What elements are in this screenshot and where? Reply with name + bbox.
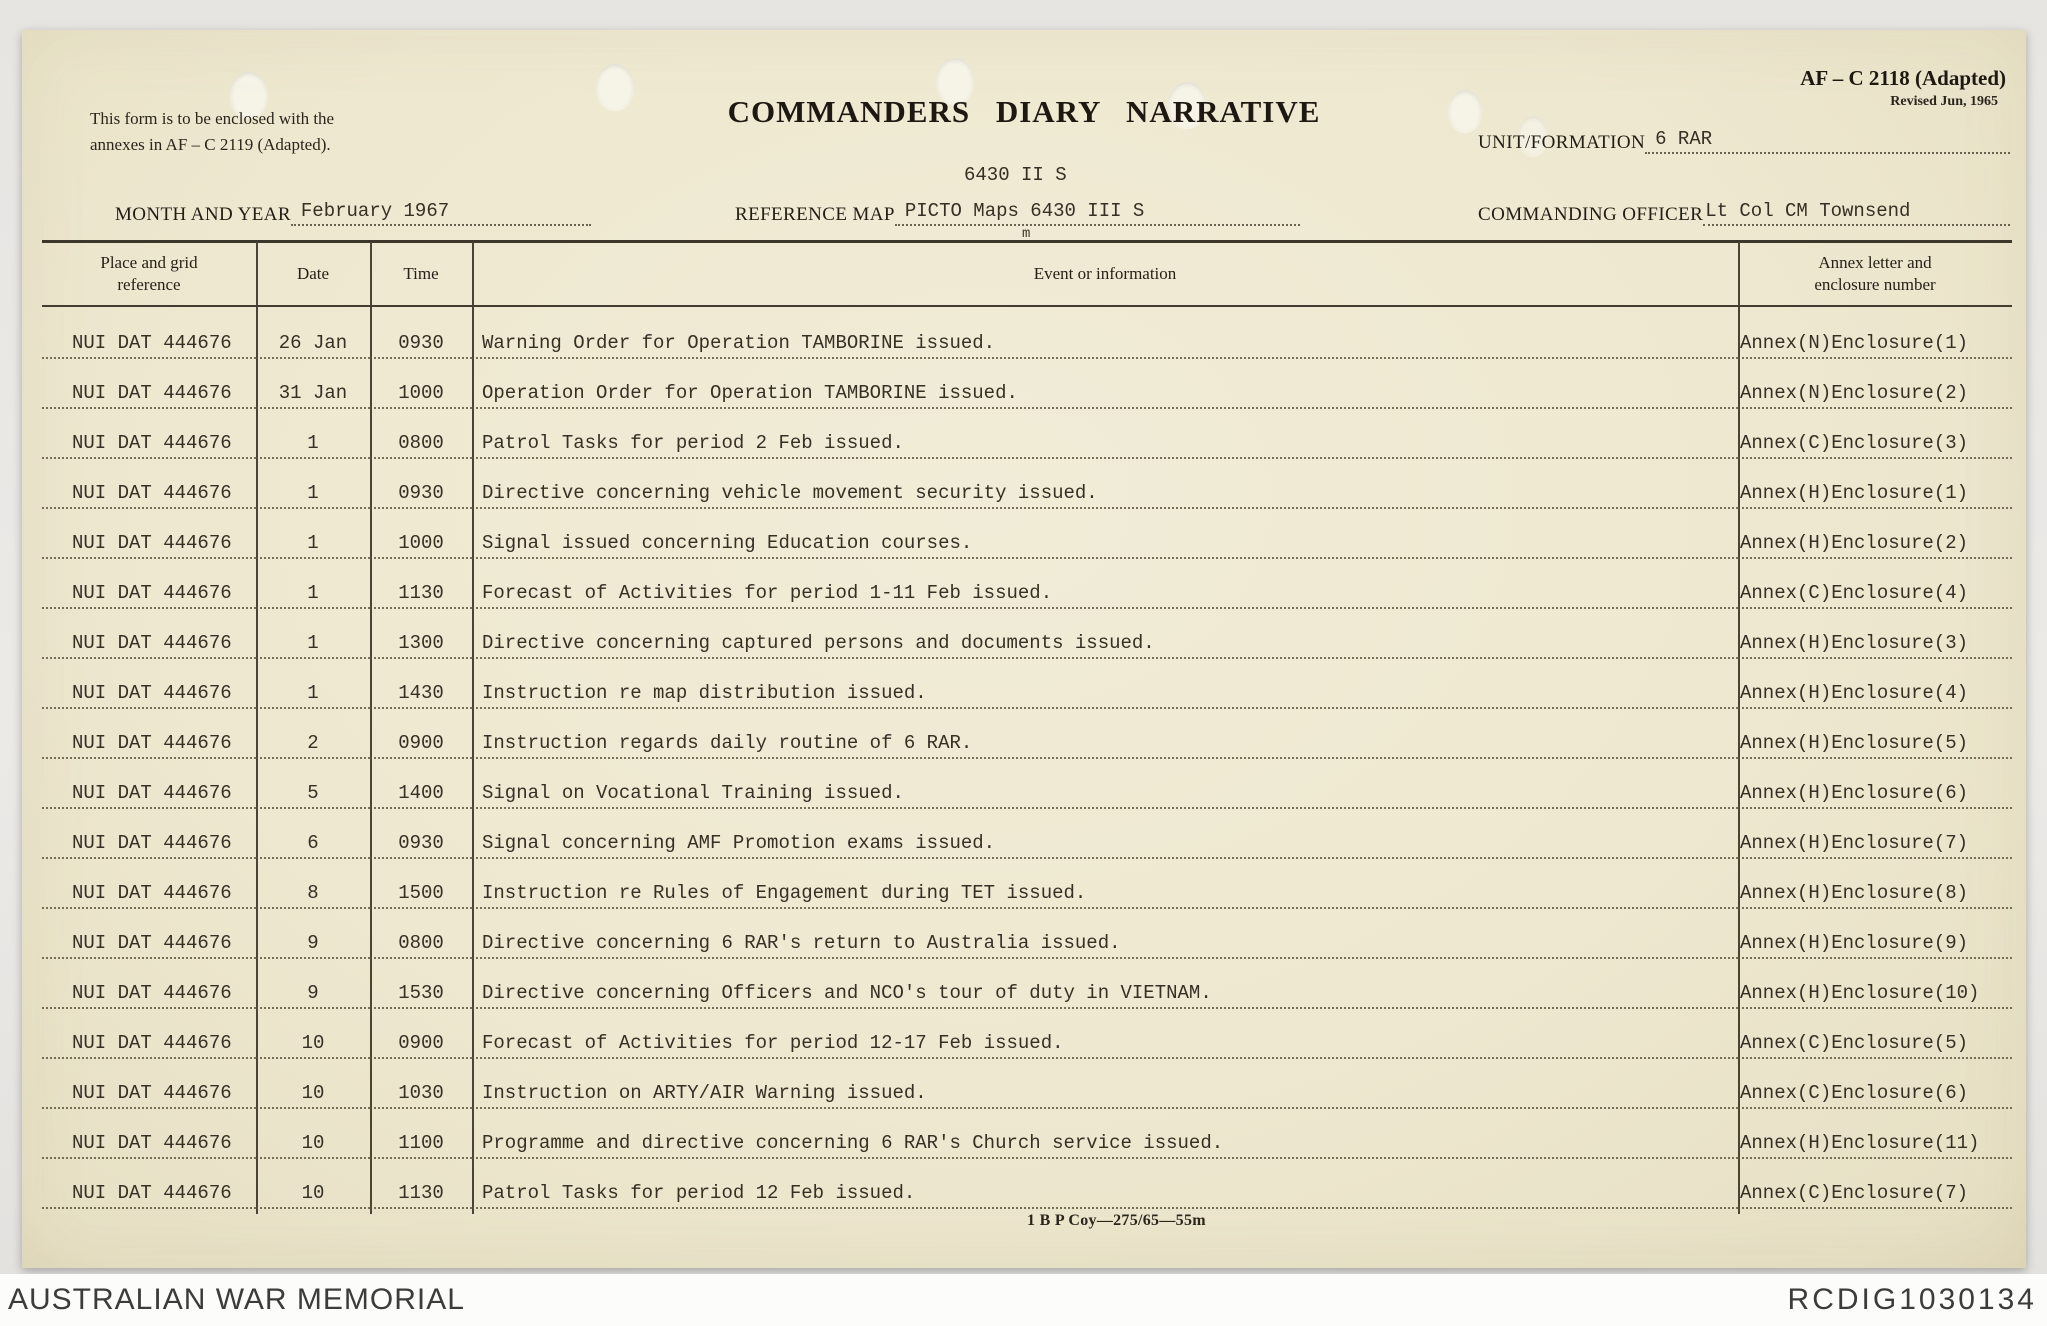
- row-date: 5: [256, 784, 370, 809]
- row-event: Programme and directive concerning 6 RAR's Church service issued.: [472, 1134, 1738, 1159]
- table-row: [42, 959, 2012, 1009]
- row-annex: Annex(C)Enclosure(5): [1738, 1034, 2012, 1059]
- table-row: [42, 1109, 2012, 1159]
- row-place: NUI DAT 444676: [42, 634, 256, 659]
- table-row: [42, 1059, 2012, 1109]
- row-time: 1000: [370, 534, 472, 559]
- row-annex: Annex(C)Enclosure(7): [1738, 1184, 2012, 1209]
- table-row: [42, 1009, 2012, 1059]
- row-time: 1400: [370, 784, 472, 809]
- row-event: Forecast of Activities for period 12-17 Feb issued.: [472, 1034, 1738, 1059]
- row-event: Instruction regards daily routine of 6 RAR.: [472, 734, 1738, 759]
- archive-reference-id: RCDIG1030134: [1787, 1283, 2037, 1316]
- row-event: Instruction re Rules of Engagement during TET issued.: [472, 884, 1738, 909]
- commanding-officer-label: COMMANDING OFFICER: [1478, 204, 1704, 225]
- header-date-label: Date: [296, 263, 330, 283]
- form-page: [22, 30, 2026, 1268]
- row-event: Operation Order for Operation TAMBORINE issued.: [472, 384, 1738, 409]
- row-annex: Annex(C)Enclosure(3): [1738, 434, 2012, 459]
- row-annex: Annex(H)Enclosure(7): [1738, 834, 2012, 859]
- row-place: NUI DAT 444676: [42, 934, 256, 959]
- row-time: 0800: [370, 934, 472, 959]
- row-time: 1100: [370, 1134, 472, 1159]
- row-event: Instruction re map distribution issued.: [472, 684, 1738, 709]
- row-annex: Annex(N)Enclosure(1): [1738, 334, 2012, 359]
- row-time: 1500: [370, 884, 472, 909]
- row-time: 1030: [370, 1084, 472, 1109]
- header-annex: [1738, 243, 2012, 305]
- row-time: 1430: [370, 684, 472, 709]
- row-time: 1300: [370, 634, 472, 659]
- header-event-label: Event or information: [1033, 263, 1177, 283]
- row-event: Directive concerning Officers and NCO's tour of duty in VIETNAM.: [472, 984, 1738, 1009]
- month-year-label: MONTH AND YEAR: [115, 204, 291, 225]
- row-event: Forecast of Activities for period 1-11 Feb issued.: [472, 584, 1738, 609]
- row-date: 6: [256, 834, 370, 859]
- unit-formation-field: [1478, 130, 2010, 154]
- row-annex: Annex(H)Enclosure(3): [1738, 634, 2012, 659]
- row-date: 9: [256, 934, 370, 959]
- form-revision: Revised Jun, 1965: [1890, 94, 1998, 109]
- header-time: [370, 243, 472, 305]
- row-annex: Annex(N)Enclosure(2): [1738, 384, 2012, 409]
- row-event: Signal issued concerning Education courses.: [472, 534, 1738, 559]
- row-date: 10: [256, 1084, 370, 1109]
- archive-name: AUSTRALIAN WAR MEMORIAL: [8, 1283, 465, 1316]
- row-annex: Annex(C)Enclosure(4): [1738, 584, 2012, 609]
- row-event: Patrol Tasks for period 2 Feb issued.: [472, 434, 1738, 459]
- header-time-label: Time: [403, 263, 439, 283]
- row-time: 0930: [370, 334, 472, 359]
- row-place: NUI DAT 444676: [42, 384, 256, 409]
- row-place: NUI DAT 444676: [42, 884, 256, 909]
- table-row: [42, 459, 2012, 509]
- row-date: 1: [256, 684, 370, 709]
- page-title: COMMANDERS DIARY NARRATIVE: [727, 94, 1321, 129]
- row-date: 8: [256, 884, 370, 909]
- row-time: 1130: [370, 1184, 472, 1209]
- header-place: [42, 243, 256, 305]
- row-time: 0900: [370, 734, 472, 759]
- table-header-row: [42, 243, 2012, 307]
- reference-map-value: PICTO Maps 6430 III S: [895, 202, 1300, 226]
- row-place: NUI DAT 444676: [42, 1134, 256, 1159]
- row-event: Patrol Tasks for period 12 Feb issued.: [472, 1184, 1738, 1209]
- row-place: NUI DAT 444676: [42, 484, 256, 509]
- table-row: [42, 609, 2012, 659]
- row-time: 1130: [370, 584, 472, 609]
- archive-bar: [0, 1274, 2047, 1326]
- reference-map-field: [735, 198, 1300, 226]
- row-annex: Annex(H)Enclosure(11): [1738, 1134, 2012, 1159]
- row-annex: Annex(H)Enclosure(8): [1738, 884, 2012, 909]
- table-row: [42, 709, 2012, 759]
- row-event: Signal on Vocational Training issued.: [472, 784, 1738, 809]
- row-date: 10: [256, 1034, 370, 1059]
- row-date: 1: [256, 534, 370, 559]
- table-row: [42, 559, 2012, 609]
- row-time: 0930: [370, 484, 472, 509]
- reference-map-line1: 6430 II S: [964, 164, 1067, 186]
- row-date: 10: [256, 1134, 370, 1159]
- row-date: 2: [256, 734, 370, 759]
- row-annex: Annex(H)Enclosure(5): [1738, 734, 2012, 759]
- header-annex-line2: enclosure number: [1814, 275, 1936, 294]
- row-place: NUI DAT 444676: [42, 834, 256, 859]
- row-time: 0900: [370, 1034, 472, 1059]
- header-event: [472, 243, 1738, 305]
- row-event: Directive concerning captured persons and documents issued.: [472, 634, 1738, 659]
- header-date: [256, 243, 370, 305]
- diary-table: [42, 240, 2012, 1226]
- table-row: [42, 809, 2012, 859]
- row-annex: Annex(H)Enclosure(2): [1738, 534, 2012, 559]
- form-number: AF – C 2118 (Adapted): [1800, 66, 2006, 90]
- commanding-officer-field: [1478, 198, 2010, 226]
- row-place: NUI DAT 444676: [42, 734, 256, 759]
- reference-map-label: REFERENCE MAP: [735, 204, 895, 225]
- table-row: [42, 659, 2012, 709]
- row-date: 1: [256, 434, 370, 459]
- row-place: NUI DAT 444676: [42, 1184, 256, 1209]
- row-event: Directive concerning vehicle movement security issued.: [472, 484, 1738, 509]
- row-place: NUI DAT 444676: [42, 434, 256, 459]
- month-year-field: [115, 198, 591, 226]
- row-event: Instruction on ARTY/AIR Warning issued.: [472, 1084, 1738, 1109]
- row-place: NUI DAT 444676: [42, 984, 256, 1009]
- row-place: NUI DAT 444676: [42, 334, 256, 359]
- commanding-officer-value: Lt Col CM Townsend: [1703, 202, 2010, 226]
- header-place-line2: reference: [117, 275, 181, 294]
- reference-map-overstrike: m: [1022, 226, 1031, 242]
- row-date: 1: [256, 634, 370, 659]
- row-annex: Annex(H)Enclosure(4): [1738, 684, 2012, 709]
- row-time: 1530: [370, 984, 472, 1009]
- row-time: 0930: [370, 834, 472, 859]
- table-row: [42, 359, 2012, 409]
- table-row: [42, 909, 2012, 959]
- row-annex: Annex(H)Enclosure(1): [1738, 484, 2012, 509]
- row-annex: Annex(C)Enclosure(6): [1738, 1084, 2012, 1109]
- row-place: NUI DAT 444676: [42, 1084, 256, 1109]
- print-code: 1 B P Coy—275/65—55m: [1027, 1212, 1206, 1229]
- row-annex: Annex(H)Enclosure(10): [1738, 984, 2012, 1009]
- row-annex: Annex(H)Enclosure(6): [1738, 784, 2012, 809]
- row-date: 26 Jan: [256, 334, 370, 359]
- row-annex: Annex(H)Enclosure(9): [1738, 934, 2012, 959]
- row-place: NUI DAT 444676: [42, 1034, 256, 1059]
- row-date: 31 Jan: [256, 384, 370, 409]
- header-annex-line1: Annex letter and: [1818, 252, 1932, 272]
- table-row: [42, 859, 2012, 909]
- row-date: 1: [256, 484, 370, 509]
- header-place-line1: Place and grid: [100, 252, 198, 272]
- row-event: Warning Order for Operation TAMBORINE issued.: [472, 334, 1738, 359]
- row-date: 9: [256, 984, 370, 1009]
- row-place: NUI DAT 444676: [42, 534, 256, 559]
- form-number-block: [1800, 66, 2006, 110]
- enclosure-note-line1: This form is to be enclosed with the: [90, 109, 335, 128]
- table-row: [42, 309, 2012, 359]
- table-body: [42, 309, 2012, 1209]
- row-date: 10: [256, 1184, 370, 1209]
- table-row: [42, 759, 2012, 809]
- table-row: [42, 409, 2012, 459]
- row-date: 1: [256, 584, 370, 609]
- table-row: [42, 1159, 2012, 1209]
- row-place: NUI DAT 444676: [42, 584, 256, 609]
- row-event: Signal concerning AMF Promotion exams issued.: [472, 834, 1738, 859]
- month-year-value: February 1967: [291, 202, 591, 226]
- row-time: 0800: [370, 434, 472, 459]
- row-time: 1000: [370, 384, 472, 409]
- row-place: NUI DAT 444676: [42, 784, 256, 809]
- table-row: [42, 509, 2012, 559]
- enclosure-note-line2: annexes in AF – C 2119 (Adapted).: [90, 135, 331, 155]
- unit-formation-label: UNIT/FORMATION: [1478, 132, 1646, 153]
- row-place: NUI DAT 444676: [42, 684, 256, 709]
- row-event: Directive concerning 6 RAR's return to Australia issued.: [472, 934, 1738, 959]
- unit-formation-value: 6 RAR: [1645, 130, 2010, 154]
